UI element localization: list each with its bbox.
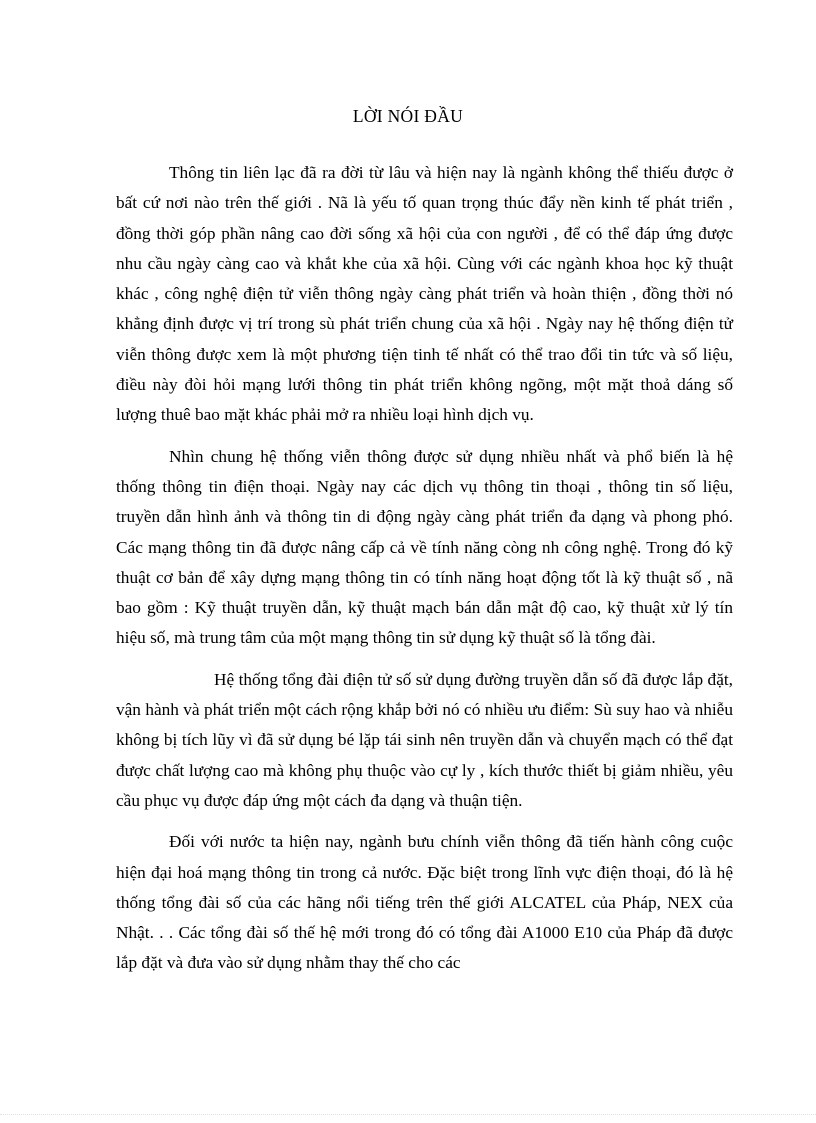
page-title: LỜI NÓI ĐẦU	[352, 106, 464, 126]
paragraph: Đối với nước ta hiện nay, ngành bưu chính viễn thông đã tiến hành công cuộc hiện đại hoá mạng thông tin trong cả nước. Đặc biệt trong lĩnh vực điện thoại, đó là hệ thống tổng đài số của các hãng nổi tiếng trên thế giới ALCATEL của Pháp, NEX của Nhật. . . Các tổng đài số thế hệ mới trong đó có tổng đài A1000 E10 của Pháp đã được lắp đặt và đưa vào sử dụng nhằm thay thế cho các	[116, 832, 733, 973]
paragraph: Hệ thống tổng đài điện tử số sử dụng đường truyền dẫn số đã được lắp đặt, vận hành và phát triển một cách rộng khắp bởi nó có nhiều ưu điểm: Sù suy hao và nhiễu không bị tích lũy vì đã sử dụng bé lặp tái sinh nên truyền dẫn và chuyển mạch có thể đạt được chất lượng cao mà không phụ thuộc vào cự ly , kích thước thiết bị giảm nhiều, yêu cầu phục vụ được đáp ứng một cách đa dạng và thuận tiện.	[116, 669, 733, 810]
page-bottom-divider	[0, 1114, 816, 1115]
paragraph: Nhìn chung hệ thống viễn thông được sử dụng nhiều nhất và phổ biến là hệ thống thông tin điện thoại. Ngày nay các dịch vụ thông tin thoại , thông tin số liệu, truyền dẫn hình ảnh và thông tin di động ngày càng phát triển đa dạng và phong phó. Các mạng thông tin đã được nâng cấp cả về tính năng còng nh công nghệ. Trong đó kỹ thuật cơ bản để xây dựng mạng thông tin có tính năng hoạt động tốt là kỹ thuật số , nã bao gồm : Kỹ thuật truyền dẫn, kỹ thuật mạch bán dẫn mật độ cao, kỹ thuật xử lý tín hiệu số, mà trung tâm của một mạng thông tin sử dụng kỹ thuật số là tổng đài.	[116, 446, 733, 648]
document-body	[116, 158, 733, 990]
paragraph: Thông tin liên lạc đã ra đời từ lâu và hiện nay là ngành không thể thiếu được ở bất cứ nơi nào trên thế giới . Nã là yếu tố quan trọng thúc đẩy nền kinh tế phát triển , đồng thời góp phần nâng cao đời sống xã hội của con người , để có thể đáp ứng được nhu cầu ngày càng cao và khắt khe của xã hội. Cùng với các ngành khoa học kỹ thuật khác , công nghệ điện tử viễn thông ngày càng phát triển và hoàn thiện , đồng thời nó khẳng định được vị trí trong sù phát triển chung của xã hội . Ngày nay hệ thống điện tử viễn thông được xem là một phương tiện tinh tế nhất có thể trao đổi tin tức và số liệu, điều này đòi hỏi mạng lưới thông tin phát triển không ngõng, một mặt thoả dáng số lượng thuê bao mặt khác phải mở ra nhiều loại hình dịch vụ.	[116, 163, 733, 425]
